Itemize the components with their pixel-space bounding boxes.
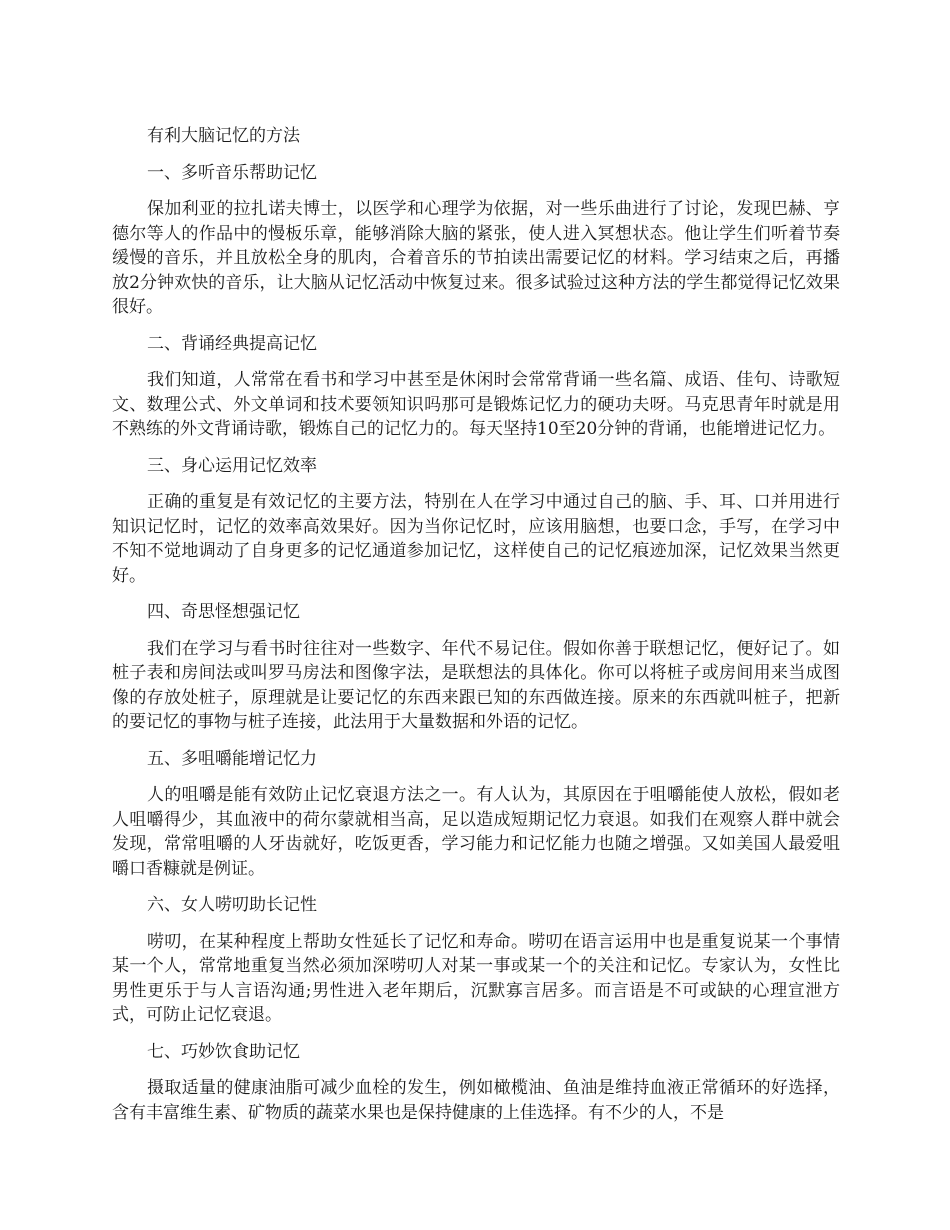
section-body-6: 唠叨，在某种程度上帮助女性延长了记忆和寿命。唠叨在语言运用中也是重复说某一个事情某一个人，常常地重复当然必须加深唠叨人对某一事或某一个的关注和记忆。专家认为，女性比男性更乐于与人言语沟通;男性进入老年期后，沉默寡言居多。而言语是不可或缺的心理宣泄方式，可防止记忆衰退。: [112, 931, 840, 1025]
section-heading-4: 四、奇思怪想强记忆: [147, 602, 300, 622]
section-body-2: 我们知道，人常常在看书和学习中甚至是休闲时会常常背诵一些名篇、成语、佳句、诗歌短文、数理公式、外文单词和技术要领知识吗那可是锻炼记忆力的硬功夫呀。马克思青年时就是用不熟练的外文背诵诗歌，锻炼自己的记忆力的。每天坚持10至20分钟的背诵，也能增进记忆力。: [112, 370, 840, 439]
section-heading-6: 六、女人唠叨助长记性: [147, 895, 317, 915]
section-body-1: 保加利亚的拉扎诺夫博士，以医学和心理学为依据，对一些乐曲进行了讨论，发现巴赫、亨德尔等人的作品中的慢板乐章，能够消除大脑的紧张，使人进入冥想状态。他让学生们听着节奏缓慢的音乐，并且放松全身的肌肉，合着音乐的节拍读出需要记忆的材料。学习结束之后，再播放2分钟欢快的音乐，让大脑从记忆活动中恢复过来。很多试验过这种方法的学生都觉得记忆效果很好。: [112, 199, 840, 317]
section-heading-7: 七、巧妙饮食助记忆: [147, 1041, 300, 1062]
section-body-3: 正确的重复是有效记忆的主要方法，特别在人在学习中通过自己的脑、手、耳、口并用进行知识记忆时，记忆的效率高效果好。因为当你记忆时，应该用脑想，也要口念，手写，在学习中不知不觉地调动了自身更多的记忆通道参加记忆，这样使自己的记忆痕迹加深，记忆效果当然更好。: [112, 492, 840, 586]
section-heading-1: 一、多听音乐帮助记忆: [147, 162, 317, 183]
section-body-5: 人的咀嚼是能有效防止记忆衰退方法之一。有人认为，其原因在于咀嚼能使人放松，假如老人咀嚼得少，其血液中的荷尔蒙就相当高，足以造成短期记忆力衰退。如我们在观察人群中就会发现，常常咀嚼的人牙齿就好，吃饭更香，学习能力和记忆能力也随之增强。又如美国人最爱咀嚼口香糠就是例证。: [112, 785, 840, 879]
section-body-7: 摄取适量的健康油脂可减少血栓的发生，例如橄榄油、鱼油是维持血液正常循环的好选择，含有丰富维生素、矿物质的蔬菜水果也是保持健康的上佳选择。有不少的人，不是: [112, 1078, 840, 1123]
document-body: [112, 124, 840, 1137]
section-heading-3: 三、身心运用记忆效率: [147, 455, 317, 476]
section-heading-2: 二、背诵经典提高记忆: [147, 333, 317, 354]
document-title: 有利大脑记忆的方法: [147, 126, 300, 146]
section-heading-5: 五、多咀嚼能增记忆力: [147, 748, 317, 769]
section-body-4: 我们在学习与看书时往往对一些数字、年代不易记住。假如你善于联想记忆，便好记了。如桩子表和房间法或叫罗马房法和图像字法，是联想法的具体化。你可以将桩子或房间用来当成图像的存放处桩子，原理就是让要记忆的东西来跟已知的东西做连接。原来的东西就叫桩子，把新的要记忆的事物与桩子连接，此法用于大量数据和外语的记忆。: [112, 638, 840, 732]
